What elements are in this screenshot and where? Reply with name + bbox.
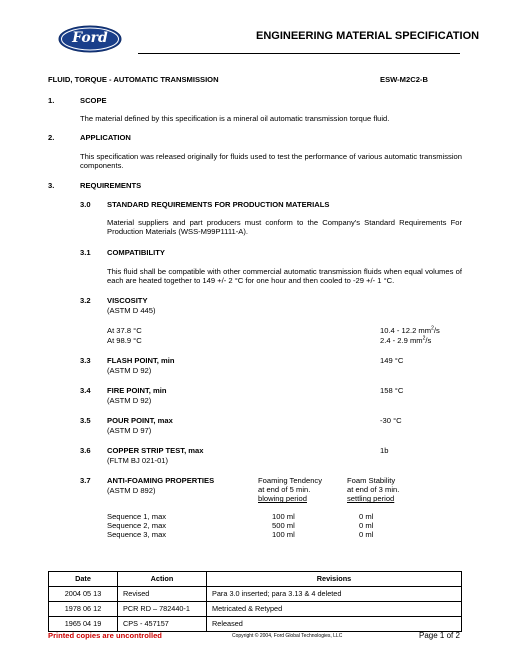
- req-3-6-value: 1b: [380, 446, 389, 455]
- section-1-heading: SCOPE: [80, 96, 107, 105]
- req-3-2-method: (ASTM D 445): [107, 306, 156, 315]
- list-item: 0 ml: [359, 521, 374, 531]
- foam-stability-values: [359, 512, 373, 539]
- doc-number: ESW-M2C2-B: [380, 75, 428, 84]
- revision-date: 1978 06 12: [49, 602, 118, 617]
- req-3-7-number: 3.7: [80, 476, 91, 485]
- req-3-1-text: This fluid shall be compatible with other commercial automatic transmission fluids when equal volumes of each are heated together to 149 +/- 2 °C for one hour and then cooled to -29 +/- 1 °C.: [107, 267, 462, 286]
- req-3-6-heading: COPPER STRIP TEST, max: [107, 446, 204, 455]
- req-3-4-value: 158 °C: [380, 386, 404, 395]
- req-3-1-heading: COMPATIBILITY: [107, 248, 165, 257]
- revision-description: Released: [207, 617, 462, 632]
- section-3-heading: REQUIREMENTS: [80, 181, 142, 190]
- req-3-3-heading: FLASH POINT, min: [107, 356, 175, 365]
- req-3-0-number: 3.0: [80, 200, 91, 209]
- revision-date: 2004 05 13: [49, 587, 118, 602]
- foam-stability-header: Foam Stability at end of 3 min. settling period: [347, 476, 400, 504]
- req-3-5-method: (ASTM D 97): [107, 426, 152, 435]
- req-3-6-number: 3.6: [80, 446, 91, 455]
- copyright-notice: Copyright © 2004, Ford Global Technologies, LLC: [232, 633, 343, 639]
- foaming-tendency-header: Foaming Tendency at end of 5 min. blowing period: [258, 476, 323, 504]
- viscosity-row2-value: 2.4 - 2.9 $mm^2/s$: [380, 335, 432, 345]
- revision-table: [48, 571, 462, 632]
- page-number: Page 1 of 2: [419, 631, 460, 640]
- req-3-2-heading: VISCOSITY: [107, 296, 148, 305]
- section-3-number: 3.: [48, 181, 55, 190]
- section-1-number: 1.: [48, 96, 55, 105]
- list-item: Sequence 2, max: [107, 521, 167, 531]
- list-item: 0 ml: [359, 512, 374, 521]
- col-header-date: Date: [49, 572, 118, 587]
- req-3-3-value: 149 °C: [380, 356, 404, 365]
- section-2-number: 2.: [48, 133, 55, 142]
- doc-title: FLUID, TORQUE - AUTOMATIC TRANSMISSION: [48, 75, 219, 84]
- req-3-0-heading: STANDARD REQUIREMENTS FOR PRODUCTION MATERIALS: [107, 200, 330, 209]
- section-1-text: The material defined by this specification is a mineral oil automatic transmission torque fluid.: [80, 114, 390, 123]
- table-row: [49, 587, 462, 602]
- revision-action: PCR RD – 782440-1: [118, 602, 207, 617]
- list-item: 0 ml: [359, 530, 374, 540]
- ford-logo: [58, 25, 122, 55]
- revision-action: CPS - 457157: [118, 617, 207, 632]
- req-3-4-number: 3.4: [80, 386, 91, 395]
- list-item: Sequence 1, max: [107, 512, 167, 521]
- uncontrolled-notice: Printed copies are uncontrolled: [48, 631, 162, 640]
- ford-logo-text: Ford: [72, 30, 108, 46]
- header-rule: [138, 53, 460, 54]
- req-3-3-number: 3.3: [80, 356, 91, 365]
- req-3-5-number: 3.5: [80, 416, 91, 425]
- table-row: [49, 602, 462, 617]
- section-2-text: This specification was released originally for fluids used to test the performance of various automatic transmission components.: [80, 152, 462, 171]
- req-3-1-number: 3.1: [80, 248, 91, 257]
- revision-description: Para 3.0 inserted; para 3.13 & 4 deleted: [207, 587, 462, 602]
- foam-sequence-labels: [107, 512, 166, 539]
- viscosity-row2-label: At 98.9 °C: [107, 336, 142, 345]
- foam-tendency-values: [272, 512, 295, 539]
- section-2-heading: APPLICATION: [80, 133, 131, 142]
- list-item: 100 ml: [272, 512, 295, 521]
- viscosity-row1-value: 10.4 - 12.2 $mm^2/s$: [380, 325, 440, 335]
- col-header-revisions: Revisions: [207, 572, 462, 587]
- table-row: [49, 617, 462, 632]
- revision-action: Revised: [118, 587, 207, 602]
- table-header-row: [49, 572, 462, 587]
- list-item: Sequence 3, max: [107, 530, 167, 540]
- req-3-3-method: (ASTM D 92): [107, 366, 152, 375]
- page-header-title: ENGINEERING MATERIAL SPECIFICATION: [256, 30, 480, 42]
- req-3-5-heading: POUR POINT, max: [107, 416, 173, 425]
- revision-date: 1965 04 19: [49, 617, 118, 632]
- list-item: 100 ml: [272, 530, 295, 540]
- revision-description: Metricated & Retyped: [207, 602, 462, 617]
- req-3-4-heading: FIRE POINT, min: [107, 386, 167, 395]
- req-3-5-value: -30 °C: [380, 416, 402, 425]
- req-3-0-text: Material suppliers and part producers must conform to the Company's Standard Requirements For Production Materials (WSS-M99P1111-A).: [107, 218, 462, 237]
- req-3-4-method: (ASTM D 92): [107, 396, 152, 405]
- col-header-action: Action: [118, 572, 207, 587]
- req-3-2-number: 3.2: [80, 296, 91, 305]
- req-3-7-heading: ANTI-FOAMING PROPERTIES: [107, 476, 215, 485]
- list-item: 500 ml: [272, 521, 295, 531]
- req-3-6-method: (FLTM BJ 021-01): [107, 456, 169, 465]
- viscosity-row1-label: At 37.8 °C: [107, 326, 142, 335]
- req-3-7-method: (ASTM D 892): [107, 486, 156, 495]
